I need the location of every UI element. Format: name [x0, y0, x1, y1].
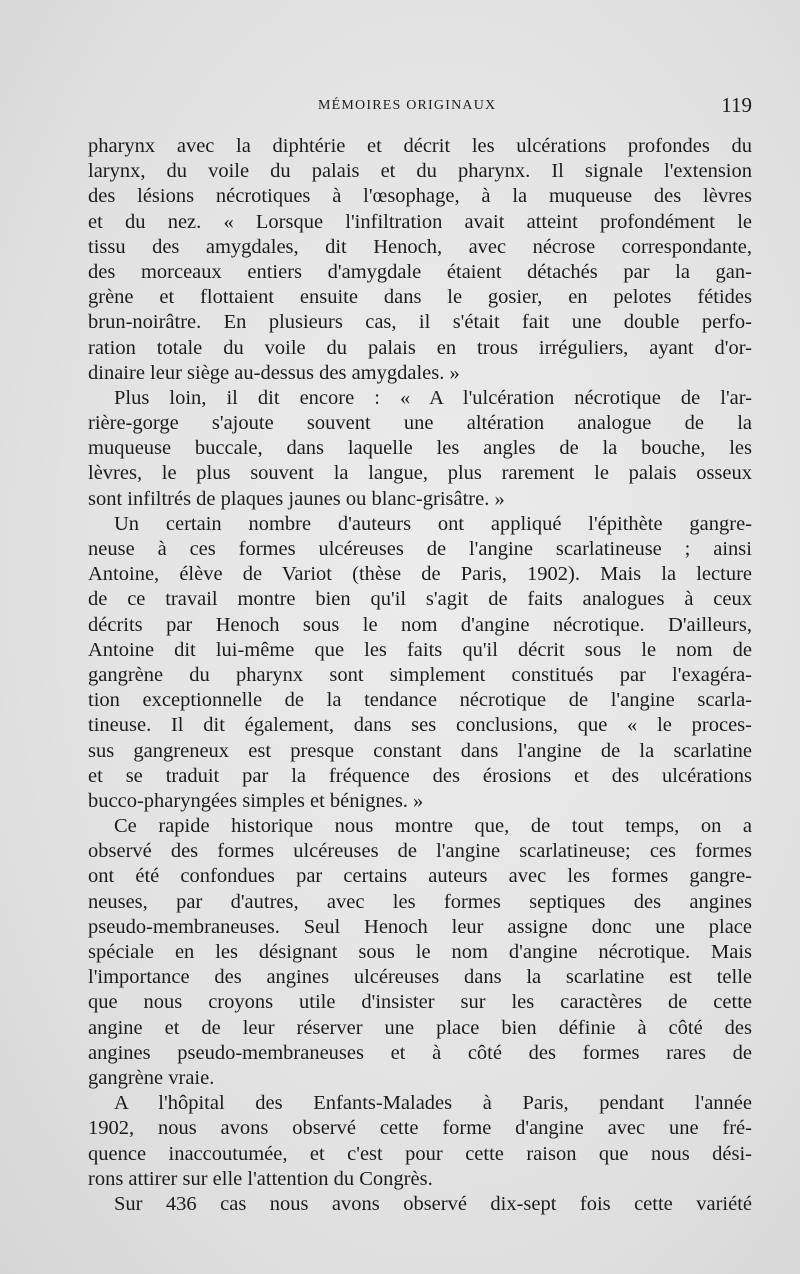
text-line: pharynx avec la diphtérie et décrit les ulcérations profondes du: [88, 135, 752, 157]
text-line: et du nez. « Lorsque l'infiltration avait atteint profondément le: [88, 210, 752, 233]
text-line: 1902, nous avons observé cette forme d'angine avec une fré-: [88, 1117, 752, 1140]
text-line: pseudo-membraneuses. Seul Henoch leur assigne donc une place: [88, 915, 752, 938]
text-line: grène et flottaient ensuite dans le gosier, en pelotes fétides: [88, 286, 752, 309]
text-line: quence inaccoutumée, et c'est pour cette raison que nous dési-: [88, 1142, 752, 1165]
text-line: angine et de leur réserver une place bien définie à côté des: [88, 1016, 752, 1039]
paragraph-start-line: Sur 436 cas nous avons observé dix-sept fois cette variété: [114, 1192, 752, 1215]
text-line: rons attirer sur elle l'attention du Congrès.: [88, 1167, 433, 1190]
running-head: MÉMOIRES ORIGINAUX: [318, 98, 497, 113]
text-line: tissu des amygdales, dit Henoch, avec nécrose correspondante,: [88, 235, 752, 258]
text-line: des morceaux entiers d'amygdale étaient détachés par la gan-: [88, 260, 752, 283]
text-line: tion exceptionnelle de la tendance nécrotique de l'angine scarla-: [88, 689, 752, 712]
text-line: Antoine, élève de Variot (thèse de Paris, 1902). Mais la lecture: [88, 563, 752, 586]
text-line: dinaire leur siège au-dessus des amygdales. »: [88, 361, 460, 384]
text-line: décrits par Henoch sous le nom d'angine nécrotique. D'ailleurs,: [88, 613, 752, 636]
text-line: ration totale du voile du palais en trous irréguliers, ayant d'or-: [88, 336, 752, 359]
text-line: gangrène vraie.: [88, 1066, 215, 1089]
text-line: sus gangreneux est presque constant dans l'angine de la scarlatine: [88, 739, 752, 762]
text-line: observé des formes ulcéreuses de l'angine scarlatineuse; ces formes: [88, 840, 752, 863]
paragraph-start-line: Un certain nombre d'auteurs ont appliqué l'épithète gangre-: [114, 512, 752, 535]
text-line: muqueuse buccale, dans laquelle les angles de la bouche, les: [88, 437, 752, 460]
body-text: [88, 134, 752, 1217]
text-line: sont infiltrés de plaques jaunes ou blanc-grisâtre. »: [88, 487, 505, 510]
text-line: ont été confondues par certains auteurs avec les formes gangre-: [88, 865, 752, 888]
text-line: Antoine dit lui-même que les faits qu'il décrit sous le nom de: [88, 638, 752, 661]
text-line: neuse à ces formes ulcéreuses de l'angine scarlatineuse ; ainsi: [88, 538, 752, 560]
text-line: de ce travail montre bien qu'il s'agit de faits analogues à ceux: [88, 588, 752, 611]
text-line: brun-noirâtre. En plusieurs cas, il s'était fait une double perfo-: [88, 311, 752, 334]
paragraph-start-line: Plus loin, il dit encore : « A l'ulcération nécrotique de l'ar-: [114, 386, 752, 409]
text-line: lèvres, le plus souvent la langue, plus rarement le palais osseux: [88, 462, 752, 485]
text-line: bucco-pharyngées simples et bénignes. »: [88, 789, 424, 812]
paragraph-start-line: A l'hôpital des Enfants-Malades à Paris, pendant l'année: [114, 1092, 752, 1115]
text-line: des lésions nécrotiques à l'œsophage, à la muqueuse des lèvres: [88, 185, 752, 208]
text-line: tineuse. Il dit également, dans ses conclusions, que « le proces-: [88, 714, 752, 737]
page-number: 119: [721, 93, 752, 117]
page-header: [88, 93, 752, 120]
text-line: larynx, du voile du palais et du pharynx. Il signale l'extension: [88, 160, 752, 183]
text-line: et se traduit par la fréquence des érosions et des ulcérations: [88, 764, 752, 787]
text-line: que nous croyons utile d'insister sur les caractères de cette: [88, 991, 752, 1014]
paragraph-start-line: Ce rapide historique nous montre que, de tout temps, on a: [114, 815, 752, 838]
text-line: neuses, par d'autres, avec les formes septiques des angines: [88, 890, 752, 913]
text-line: rière-gorge s'ajoute souvent une altération analogue de la: [88, 412, 752, 435]
text-line: spéciale en les désignant sous le nom d'angine nécrotique. Mais: [88, 941, 752, 963]
text-line: angines pseudo-membraneuses et à côté des formes rares de: [88, 1041, 752, 1064]
text-line: l'importance des angines ulcéreuses dans la scarlatine est telle: [88, 966, 752, 989]
text-line: gangrène du pharynx sont simplement constitués par l'exagéra-: [88, 663, 752, 686]
